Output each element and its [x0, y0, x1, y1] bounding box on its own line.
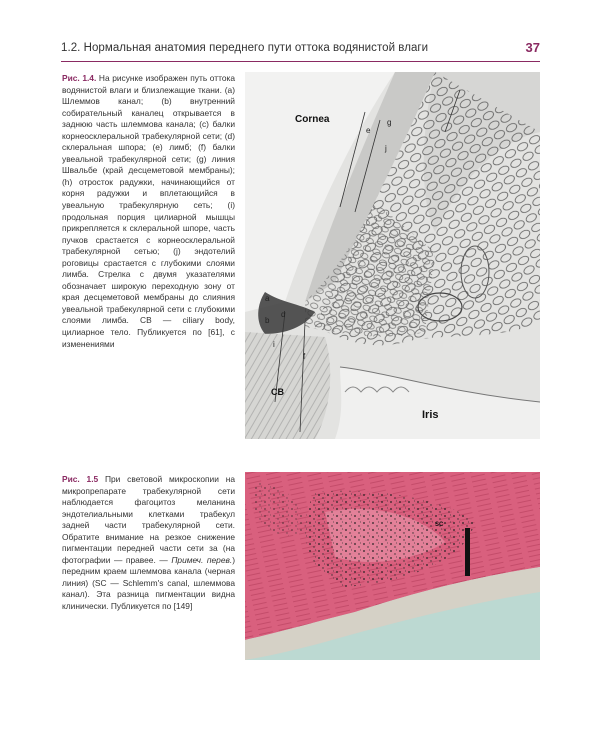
label-f: f	[303, 352, 306, 361]
figure-2-caption-text-1: При световой микроскопии на микропрепарате трабекулярной сети наблюдается фагоцитоз меланина эндотелиальными клетками трабекул задней части трабекулярной сети. Обратите внимание на резкое снижение пигментации передней части сети за (на фотографии — правее. —	[62, 474, 235, 565]
figure-2-label: Рис. 1.5	[62, 474, 99, 484]
figure-1-caption-text: На рисунке изображен путь оттока водянистой влаги и близлежащие ткани. (a) Шлеммов канал; (b) внутренний собирательный каналец открывается в заднюю часть шлеммова канала; (c) балки корнеосклеральной трабекулярной сети; (d) склеральная шпора; (e) лимб; (f) балки увеальной трабекулярной сети; (g) линия Швальбе (край десцеметовой мембраны); (h) отросток радужки, начинающийся от корня радужки и вплетающийся в увеальную трабекулярную сеть; (i) продольная порция цилиарной мышцы прикрепляется к склеральной шпоре, часть пучков срастается с корнеосклеральной трабекулярной сетью; (j) эндотелий роговицы срастается с глубокими слоями лимба. Стрелка с двумя указателями обозначает широкую переходную зону от края десцеметовой мембраны до слияния увеальной трабекулярной сети с глубокими слоями лимба. CB — ciliary body, цилиарное тело. Публикуется по [61], с изменениями	[62, 73, 235, 349]
figure-2-caption	[62, 474, 235, 613]
figure-1-caption	[62, 73, 235, 350]
figure-1-label: Рис. 1.4.	[62, 73, 97, 83]
label-sc: SC	[435, 522, 444, 528]
running-header	[61, 40, 540, 60]
page-number: 37	[525, 40, 540, 55]
label-i: i	[273, 340, 275, 349]
label-g: g	[387, 118, 392, 127]
figure-2-micrograph	[245, 472, 540, 660]
label-iris: Iris	[422, 409, 439, 421]
anatomy-illustration	[245, 72, 540, 439]
section-title: 1.2. Нормальная анатомия переднего пути оттока водянистой влаги	[61, 42, 429, 54]
label-cb: CB	[271, 387, 284, 397]
header-rule	[61, 61, 540, 62]
figure-1-drawing	[245, 72, 540, 439]
figure-2-caption-text-2: ) передним краем шлеммова канала (черная линия) (SC — Schlemm's canal, шлеммова канал). Эта разница пигментации видна клинически. Публикуется по [149]	[62, 554, 235, 612]
label-a: a	[265, 294, 270, 303]
label-b: b	[265, 316, 270, 325]
figure-2-caption-italic: Примеч. перев.	[171, 554, 233, 565]
label-j: j	[385, 144, 387, 153]
label-d: d	[281, 310, 286, 319]
label-e: e	[366, 126, 371, 135]
label-cornea: Cornea	[295, 114, 330, 125]
micrograph-image	[245, 472, 540, 660]
